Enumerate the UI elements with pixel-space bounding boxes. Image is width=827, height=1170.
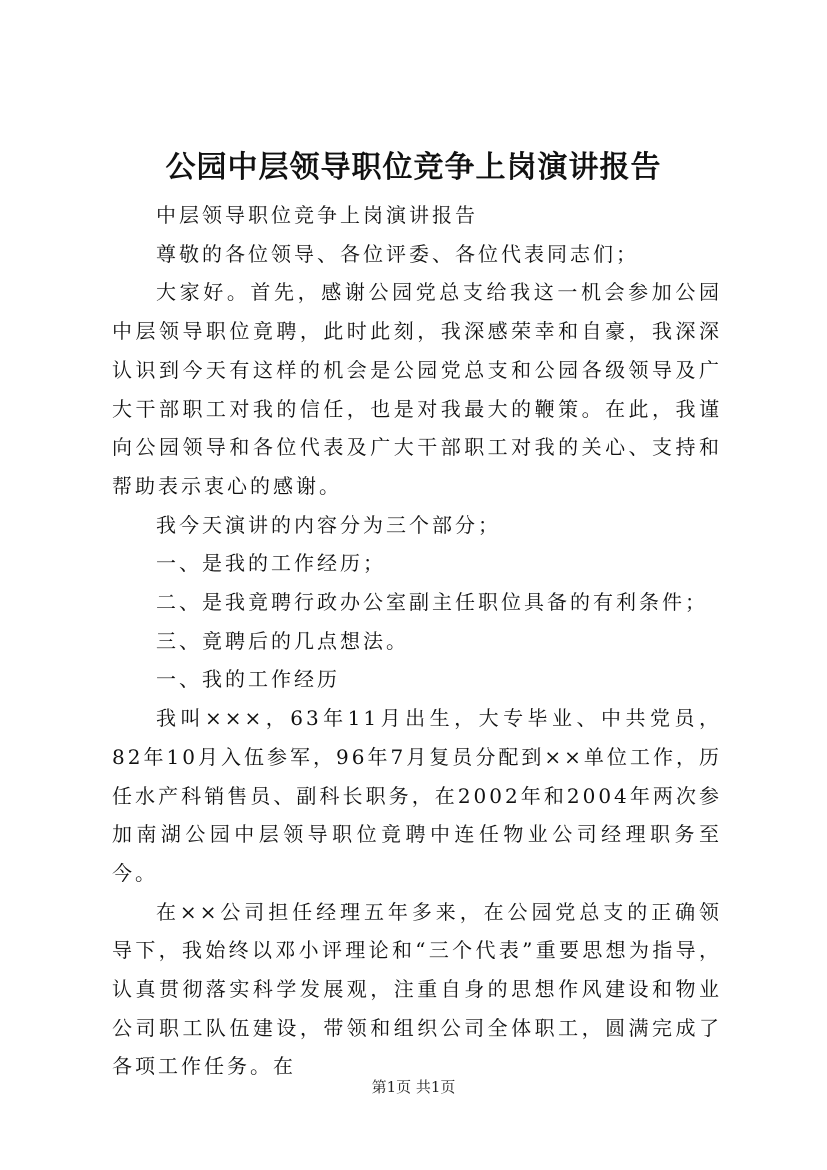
section-heading: 一、我的工作经历 [156, 667, 340, 692]
paragraph-experience: 在××公司担任经理五年多来，在公园党总支的正确领导下，我始终以邓小评理论和“三个代表”重要思想为指导，认真贯彻落实科学发展观，注重自身的思想作风建设和物业公司职工队伍建设，带领和组织公司全体职工，圆满完成了各项工作任务。在 [112, 899, 722, 1079]
page-footer: 第1页 共1页 [371, 1078, 456, 1096]
paragraph-outline-intro: 我今天演讲的内容分为三个部分； [156, 512, 501, 537]
paragraph-biography: 我叫×××，63年11月出生，大专毕业、中共党员，82年10月入伍参军，96年7月复员分配到××单位工作，历任水产科销售员、副科长职务，在2002年和2004年两次参加南湖公园中层领导职位竟聘中连任物业公司经理职务至今。 [112, 706, 722, 885]
document-body [112, 196, 722, 1086]
paragraph-outline-item-3: 三、竟聘后的几点想法。 [156, 628, 409, 653]
paragraph-outline-item-1: 一、是我的工作经历； [156, 551, 386, 576]
paragraph-subtitle: 中层领导职位竞争上岗演讲报告 [156, 203, 478, 227]
paragraph-salutation: 尊敬的各位领导、各位评委、各位代表同志们； [156, 241, 639, 266]
document-title: 公园中层领导职位竞争上岗演讲报告 [165, 150, 662, 185]
paragraph-outline-item-2: 二、是我竟聘行政办公室副主任职位具备的有利条件； [156, 590, 708, 615]
paragraph-greeting: 大家好。首先，感谢公园党总支给我这一机会参加公园中层领导职位竟聘，此时此刻，我深感荣幸和自豪，我深深认识到今天有这样的机会是公园党总支和公园各级领导及广大干部职工对我的信任，也是对我最大的鞭策。在此，我谨向公园领导和各位代表及广大干部职工对我的关心、支持和帮助表示衷心的感谢。 [112, 280, 722, 498]
